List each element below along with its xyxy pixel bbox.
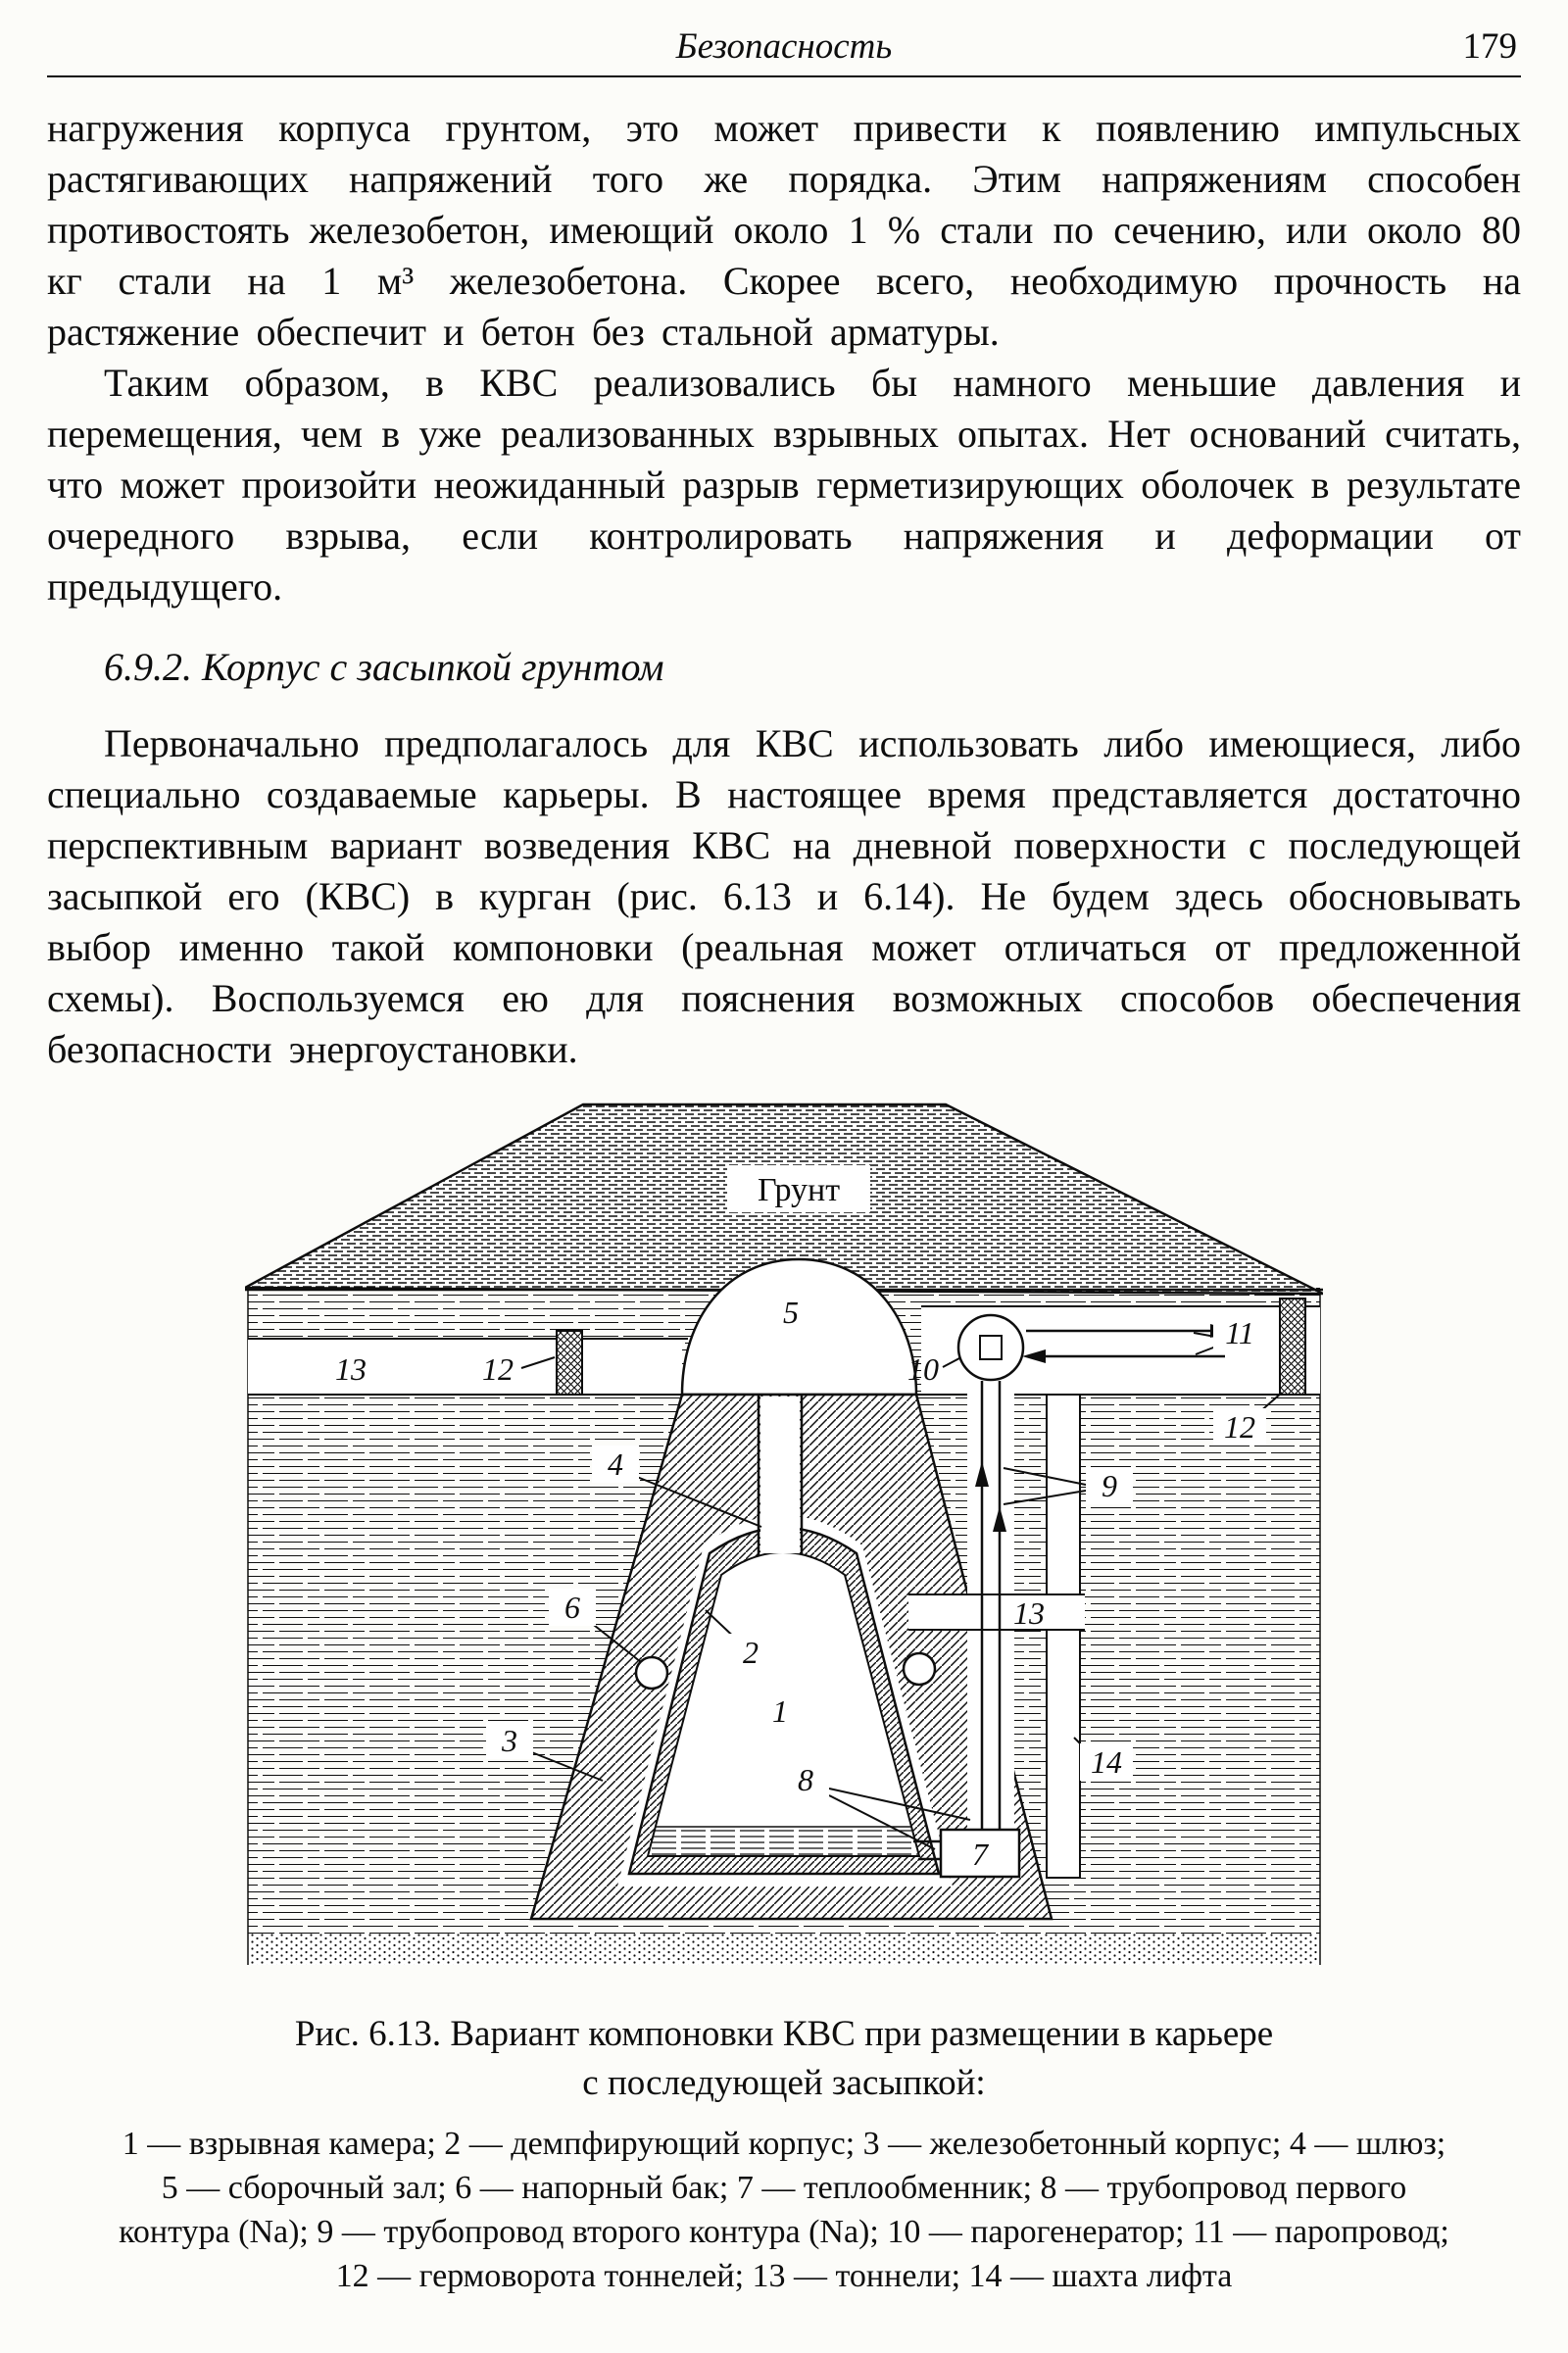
figure-label-9 bbox=[1086, 1467, 1133, 1504]
svg-text:3: 3 bbox=[502, 1723, 517, 1758]
steam-generator bbox=[958, 1315, 1023, 1380]
running-title: Безопасность bbox=[675, 26, 893, 67]
figure-label-6 bbox=[549, 1589, 596, 1626]
figure-caption-line2: с последующей засыпкой: bbox=[582, 2063, 986, 2103]
svg-text:9: 9 bbox=[1102, 1468, 1117, 1503]
figure-label-13-left: 13 bbox=[335, 1351, 367, 1387]
figure-label-1: 1 bbox=[772, 1693, 788, 1729]
svg-text:2: 2 bbox=[743, 1635, 759, 1670]
legend-line: 12 — гермоворота тоннелей; 13 — тоннели; 14 — шахта лифта bbox=[335, 2258, 1233, 2294]
figure-label-12-left: 12 bbox=[482, 1351, 514, 1387]
figure-label-4 bbox=[592, 1446, 639, 1483]
figure-label-8 bbox=[782, 1761, 829, 1798]
figure-label-12-right bbox=[1213, 1408, 1266, 1446]
figure-label-11 bbox=[1213, 1314, 1266, 1351]
elevator-shaft bbox=[1047, 1395, 1080, 1878]
svg-text:12: 12 bbox=[1224, 1409, 1255, 1445]
airlock-shaft bbox=[759, 1395, 802, 1555]
figure-caption bbox=[47, 2010, 1521, 2108]
figure-label-14 bbox=[1080, 1743, 1133, 1781]
svg-text:8: 8 bbox=[798, 1762, 813, 1797]
svg-text:4: 4 bbox=[608, 1446, 623, 1482]
ground-label-text: Грунт bbox=[757, 1172, 841, 1208]
tunnel-gate-left bbox=[557, 1331, 582, 1395]
legend-line: 5 — сборочный зал; 6 — напорный бак; 7 — теплообменник; 8 — трубопровод первого bbox=[161, 2170, 1407, 2206]
ground-label bbox=[727, 1165, 870, 1212]
legend-line: 1 — взрывная камера; 2 — демпфирующий корпус; 3 — железобетонный корпус; 4 — шлюз; bbox=[122, 2126, 1446, 2162]
left-tunnel bbox=[248, 1339, 688, 1395]
water-pool bbox=[648, 1827, 919, 1856]
figure-label-10: 10 bbox=[907, 1351, 939, 1387]
svg-text:11: 11 bbox=[1225, 1315, 1254, 1350]
paragraph-2: Таким образом, в КВС реализовались бы намного меньшие давления и перемещения, чем в уже реализованных взрывных опытах. Нет оснований считать, что может произойти неожиданный разрыв герметизирующих оболочек в результате очередного взрыва, если контролировать напряжения и деформации от предыдущего. bbox=[47, 361, 1521, 609]
figure-6-13-diagram bbox=[245, 1093, 1323, 1994]
tunnel-gate-right bbox=[1280, 1299, 1305, 1395]
figure-legend bbox=[47, 2122, 1521, 2298]
body-text bbox=[47, 103, 1521, 1075]
figure-label-5: 5 bbox=[783, 1295, 799, 1330]
page-number: 179 bbox=[1462, 26, 1517, 67]
section-heading: 6.9.2. Корпус с засыпкой грунтом bbox=[104, 645, 664, 689]
pressure-tank-right bbox=[904, 1653, 935, 1685]
figure-label-2 bbox=[727, 1634, 774, 1671]
page-header bbox=[47, 25, 1521, 77]
figure-6-13 bbox=[47, 1093, 1521, 2298]
svg-text:14: 14 bbox=[1091, 1744, 1122, 1780]
right-mid-tunnel bbox=[908, 1594, 1085, 1630]
paragraph-1: нагружения корпуса грунтом, это может привести к появлению импульсных растягивающих напряжений того же порядка. Этим напряжениям способен противостоять железобетон, имеющий около 1 % стали по сечению, или около 80 кг стали на 1 м³ железобетона. Скорее всего, необходимую прочность на растяжение обеспечит и бетон без стальной арматуры. bbox=[47, 106, 1521, 354]
figure-caption-line1: Рис. 6.13. Вариант компоновки КВС при размещении в карьере bbox=[294, 2014, 1274, 2054]
figure-label-3 bbox=[486, 1722, 533, 1759]
svg-text:6: 6 bbox=[564, 1590, 580, 1625]
legend-line: контура (Na); 9 — трубопровод второго контура (Na); 10 — парогенератор; 11 — паропровод; bbox=[119, 2214, 1449, 2250]
figure-label-7: 7 bbox=[972, 1837, 988, 1872]
figure-label-13-right: 13 bbox=[1013, 1595, 1045, 1631]
paragraph-3: Первоначально предполагалось для КВС использовать либо имеющиеся, либо специально создаваемые карьеры. В настоящее время представляется достаточно перспективным вариант возведения КВС на дневной поверхности с последующей засыпкой его (КВС) в курган (рис. 6.13 и 6.14). Не будем здесь обосновывать выбор именно такой компоновки (реальная может отличаться от предложенной схемы). Воспользуемся ею для пояснения возможных способов обеспечения безопасности энергоустановки. bbox=[47, 721, 1521, 1071]
